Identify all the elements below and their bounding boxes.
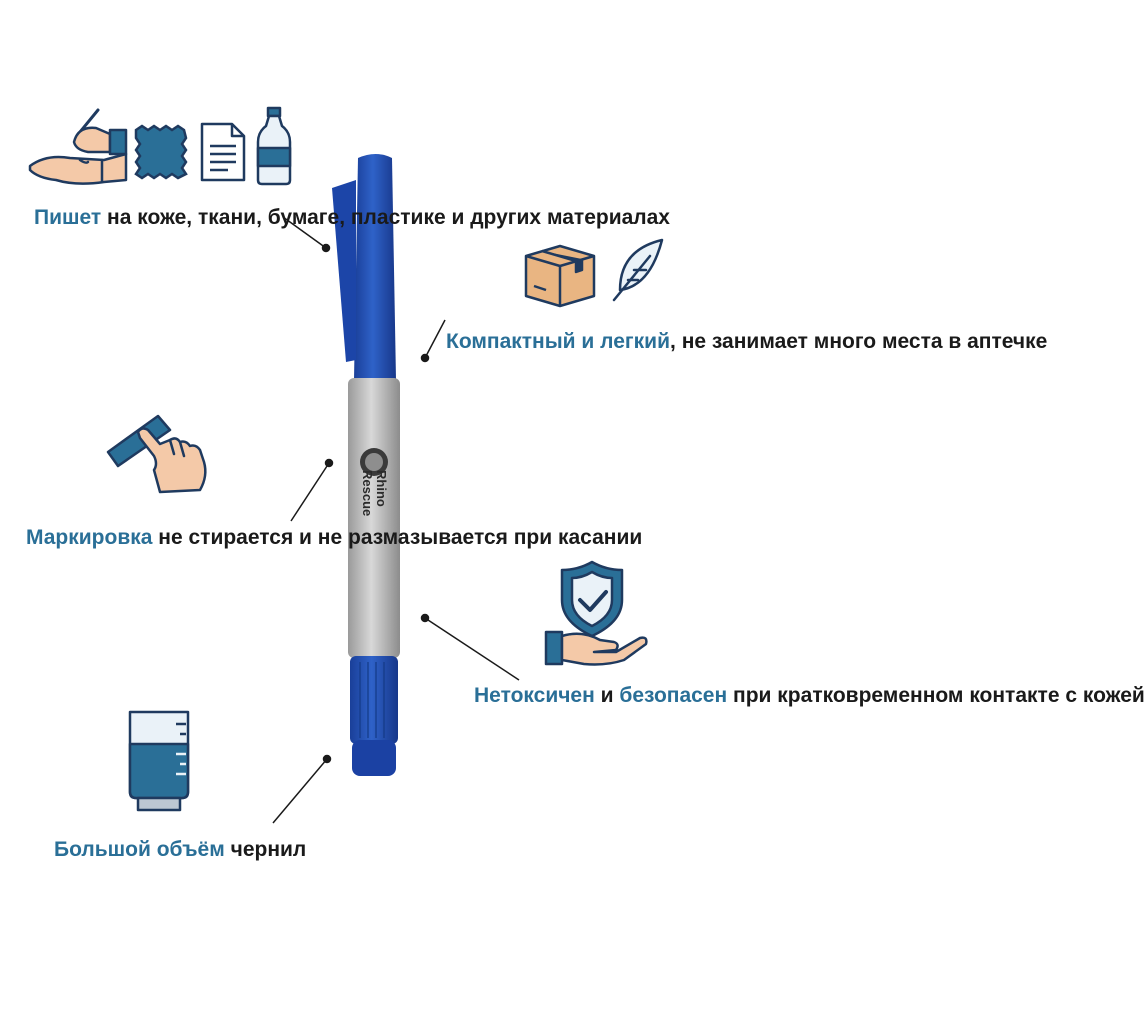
caption-writes-line2: ткани, бумаге, — [198, 206, 346, 229]
caption-writes-line1: на коже, — [101, 206, 193, 229]
caption-marking-highlight: Маркировка — [26, 526, 153, 549]
connector-marking — [291, 463, 329, 521]
caption-marking-line4: при касании — [513, 526, 643, 549]
caption-marking-line3: и не размазывается — [299, 526, 508, 549]
caption-compact-highlight: Компактный и легкий — [446, 330, 670, 353]
caption-marking-line2: не стирается — [158, 526, 294, 549]
connector-volume — [273, 759, 327, 823]
caption-safe — [474, 682, 1145, 709]
caption-safe-line4: контакте с кожей — [969, 684, 1145, 707]
caption-safe-line2-highlight: безопасен — [619, 684, 728, 707]
caption-volume-line2: чернил — [230, 838, 307, 861]
caption-writes-line4: материалах — [546, 206, 670, 229]
ink-jar-icon — [124, 708, 194, 818]
caption-compact-line3: места в аптечке — [881, 330, 1048, 353]
pen-brand-line2: Rescue — [360, 470, 375, 517]
finger-swipe-icon — [104, 412, 214, 498]
feather-icon — [610, 236, 670, 304]
caption-volume-highlight: Большой объём — [54, 838, 225, 861]
caption-safe-line2-rest: при — [727, 684, 772, 707]
pen-brand-line1: Rhino — [374, 470, 389, 507]
caption-writes-highlight: Пишет — [34, 206, 102, 229]
shield-check-icon — [544, 560, 650, 670]
caption-safe-line3: кратковременном — [777, 684, 964, 707]
connector-safe — [425, 618, 519, 680]
caption-compact-comma: , — [670, 330, 676, 353]
box-icon — [522, 242, 598, 308]
hand-writing-icon — [26, 108, 130, 188]
caption-writes-line3: пластике и других — [350, 206, 542, 229]
caption-writes — [34, 204, 670, 231]
caption-compact — [446, 328, 1048, 355]
caption-marking — [26, 524, 643, 551]
bottle-icon — [256, 106, 292, 186]
fabric-icon — [132, 124, 190, 182]
caption-safe-line2-pre: и — [600, 684, 620, 707]
caption-compact-line2: не занимает много — [681, 330, 877, 353]
caption-safe-highlight: Нетоксичен — [474, 684, 595, 707]
caption-volume — [54, 836, 307, 863]
paper-icon — [198, 120, 248, 184]
